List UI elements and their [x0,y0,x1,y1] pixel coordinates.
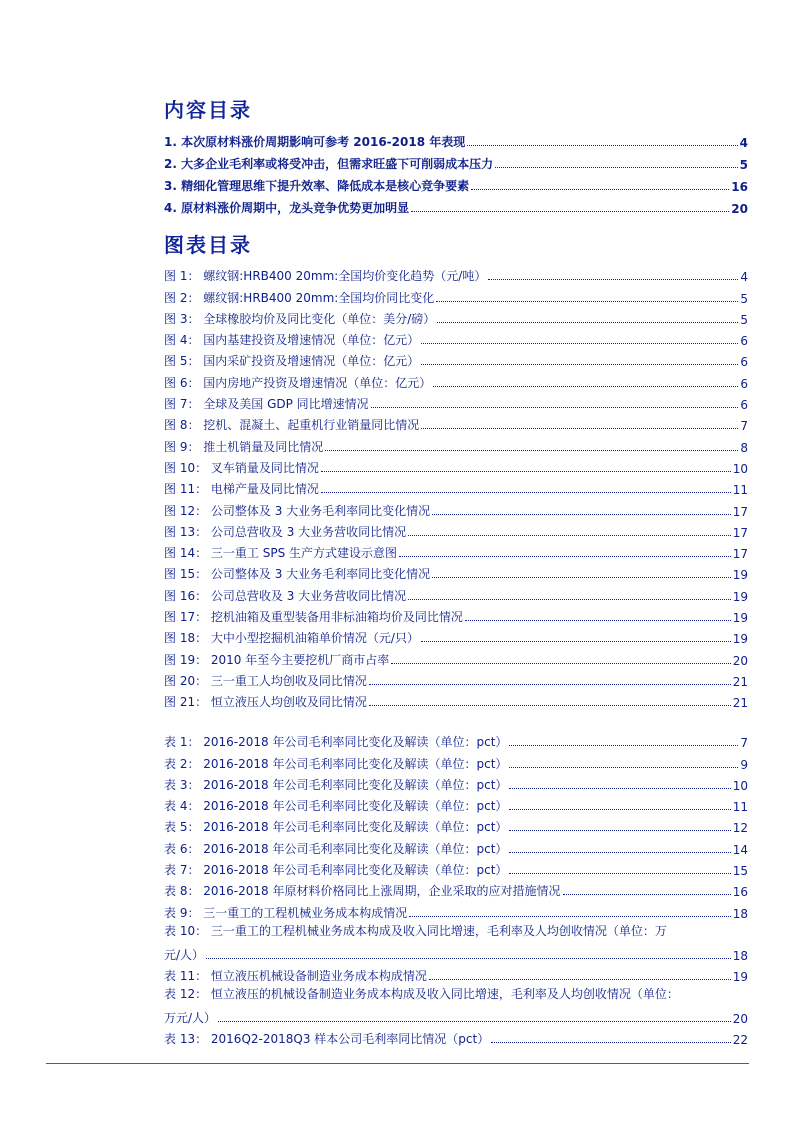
entry-title: 图 3： 全球橡胶均价及同比变化（单位：美分/磅） [164,311,436,326]
table-entry[interactable] [164,814,748,835]
dot-leader [509,852,730,853]
table-entry[interactable] [164,750,748,771]
figure-entry[interactable] [164,369,748,390]
entry-title: 图 17： 挖机油箱及重型装备用非标油箱均价及同比情况 [164,610,463,625]
page-number: 16 [731,180,748,194]
page-number: 19 [732,589,748,604]
page-number: 10 [732,778,748,793]
figure-entry[interactable] [164,625,748,646]
dot-leader [436,301,738,302]
table-entry[interactable] [164,899,748,920]
page-number: 6 [740,355,748,370]
tables-list [164,729,748,1047]
dot-leader [411,211,729,212]
entry-title: 图 4： 国内基建投资及增速情况（单位：亿元） [164,333,420,348]
page-number: 6 [740,334,748,349]
entry-title: 表 7： 2016-2018 年公司毛利率同比变化及解读（单位：pct） [164,863,508,878]
figure-entry[interactable] [164,433,748,454]
figure-entry[interactable] [164,497,748,518]
page-number: 5 [739,158,748,172]
page-number: 4 [740,270,748,285]
entry-title-line1: 表 12： 恒立液压的机械设备制造业务成本构成及收入同比增速，毛利率及人均创收情况（单位： [164,986,679,1001]
dot-leader [509,788,730,789]
page-number: 8 [740,440,748,455]
contents-entry[interactable] [164,150,748,172]
entry-title: 表 1： 2016-2018 年公司毛利率同比变化及解读（单位：pct） [164,735,508,750]
entry-title: 表 9： 三一重工的工程机械业务成本构成情况 [164,905,408,920]
figure-entry[interactable] [164,284,748,305]
entry-title: 图 12： 公司整体及 3 大业务毛利率同比变化情况 [164,503,431,518]
contents-entry[interactable] [164,128,748,150]
contents-list [164,128,748,216]
page-number: 4 [739,136,748,150]
figure-entry[interactable] [164,668,748,689]
page-number: 5 [740,291,748,306]
page-number: 11 [732,483,748,498]
entry-title: 图 7： 全球及美国 GDP 同比增速情况 [164,397,369,412]
contents-entry[interactable] [164,172,748,194]
table-entry[interactable] [164,963,748,984]
page-number: 11 [732,800,748,815]
dot-leader [509,873,730,874]
dot-leader [465,620,731,621]
entry-title: 1. 本次原材料涨价周期影响可参考 2016-2018 年表现 [164,135,466,149]
page-number: 19 [732,611,748,626]
figures-heading: 图表目录 [164,233,252,257]
dot-leader [432,577,731,578]
table-entry[interactable] [164,878,748,899]
entry-title: 图 20： 三一重工人均创收及同比情况 [164,673,367,688]
table-entry[interactable] [164,857,748,878]
entry-title: 表 6： 2016-2018 年公司毛利率同比变化及解读（单位：pct） [164,841,508,856]
dot-leader [495,167,738,168]
dot-leader [408,599,731,600]
figure-entry[interactable] [164,604,748,625]
figure-entry[interactable] [164,476,748,497]
figure-entry[interactable] [164,689,748,710]
figure-entry[interactable] [164,391,748,412]
page-number: 19 [732,632,748,647]
page-number: 6 [740,398,748,413]
dot-leader [471,189,729,190]
entry-title: 4. 原材料涨价周期中，龙头竞争优势更加明显 [164,201,410,215]
table-entry[interactable] [164,793,748,814]
dot-leader [509,745,738,746]
figure-entry[interactable] [164,306,748,327]
contents-entry[interactable] [164,194,748,216]
page-number: 20 [732,1011,748,1026]
dot-leader [509,767,738,768]
dot-leader [421,343,738,344]
dot-leader [437,322,738,323]
page-number: 17 [732,547,748,562]
page-number: 6 [740,376,748,391]
figure-entry[interactable] [164,561,748,582]
page-number: 5 [740,312,748,327]
page-number: 20 [732,653,748,668]
entry-title: 表 13： 2016Q2-2018Q3 样本公司毛利率同比情况（pct） [164,1032,490,1047]
entry-title: 图 19： 2010 年至今主要挖机厂商市占率 [164,652,390,667]
entry-title: 图 1： 螺纹钢:HRB400 20mm:全国均价变化趋势（元/吨） [164,269,487,284]
figure-entry[interactable] [164,348,748,369]
entry-title: 图 21： 恒立液压人均创收及同比情况 [164,695,367,710]
page-number: 14 [732,842,748,857]
page-number: 22 [732,1033,748,1048]
page-number: 12 [732,821,748,836]
figure-entry[interactable] [164,412,748,433]
figure-entry[interactable] [164,263,748,284]
dot-leader [391,663,730,664]
dot-leader [433,386,738,387]
page-number: 19 [732,969,748,984]
dot-leader [321,471,731,472]
dot-leader [421,428,738,429]
table-entry[interactable] [164,984,748,1026]
page-number: 18 [732,906,748,921]
page-number: 7 [740,736,748,751]
entry-title-line1: 表 10： 三一重工的工程机械业务成本构成及收入同比增速，毛利率及人均创收情况（单位：万 [164,923,667,938]
entry-title: 图 9： 推土机销量及同比情况 [164,439,324,454]
entry-title-line2 [164,1005,748,1026]
dot-leader [491,1042,731,1043]
dot-leader [421,641,731,642]
entry-title-continuation: 元/人） [164,947,205,962]
table-entry[interactable] [164,772,748,793]
dot-leader [488,279,738,280]
dot-leader [563,894,731,895]
entry-title: 图 5： 国内采矿投资及增速情况（单位：亿元） [164,354,420,369]
dot-leader [429,979,731,980]
dot-leader [371,407,739,408]
dot-leader [409,916,730,917]
entry-title: 图 18： 大中小型挖掘机油箱单价情况（元/只） [164,631,419,646]
entry-title: 图 10： 叉车销量及同比情况 [164,460,319,475]
figure-entry[interactable] [164,540,748,561]
dot-leader [509,830,730,831]
entry-title: 表 11： 恒立液压机械设备制造业务成本构成情况 [164,968,427,983]
figure-entry[interactable] [164,646,748,667]
dot-leader [369,684,731,685]
entry-title: 表 8： 2016-2018 年原材料价格同比上涨周期，企业采取的应对措施情况 [164,884,561,899]
page-number: 7 [740,419,748,434]
page-number: 15 [732,864,748,879]
figure-entry[interactable] [164,455,748,476]
table-entry[interactable] [164,1026,748,1047]
entry-title-line2 [164,942,748,963]
entry-title: 2. 大多企业毛利率或将受冲击，但需求旺盛下可削弱成本压力 [164,157,494,171]
dot-leader [399,556,731,557]
entry-title: 表 5： 2016-2018 年公司毛利率同比变化及解读（单位：pct） [164,820,508,835]
page-number: 9 [740,757,748,772]
entry-title: 表 4： 2016-2018 年公司毛利率同比变化及解读（单位：pct） [164,799,508,814]
entry-title: 图 2： 螺纹钢:HRB400 20mm:全国均价同比变化 [164,290,435,305]
dot-leader [325,450,738,451]
entry-title: 图 14： 三一重工 SPS 生产方式建设示意图 [164,546,397,561]
page-number: 21 [732,696,748,711]
table-entry[interactable] [164,835,748,856]
dot-leader [206,958,731,959]
dot-leader [509,809,730,810]
page-number: 10 [732,461,748,476]
figures-list [164,263,748,710]
entry-title: 图 13： 公司总营收及 3 大业务营收同比情况 [164,524,407,539]
entry-title: 表 3： 2016-2018 年公司毛利率同比变化及解读（单位：pct） [164,777,508,792]
dot-leader [432,514,731,515]
dot-leader [408,535,731,536]
entry-title-continuation: 万元/人） [164,1010,217,1025]
entry-title: 图 16： 公司总营收及 3 大业务营收同比情况 [164,588,407,603]
entry-title: 表 2： 2016-2018 年公司毛利率同比变化及解读（单位：pct） [164,756,508,771]
figure-entry[interactable] [164,582,748,603]
figure-entry[interactable] [164,519,748,540]
page-number: 19 [732,568,748,583]
page-number: 21 [732,674,748,689]
page-number: 17 [732,525,748,540]
entry-title: 图 6： 国内房地产投资及增速情况（单位：亿元） [164,375,432,390]
figure-entry[interactable] [164,327,748,348]
page-number: 16 [732,885,748,900]
page-number: 17 [732,504,748,519]
table-entry[interactable] [164,921,748,963]
dot-leader [467,145,737,146]
entry-title: 图 8： 挖机、混凝土、起重机行业销量同比情况 [164,418,420,433]
entry-title: 图 15： 公司整体及 3 大业务毛利率同比变化情况 [164,567,431,582]
dot-leader [421,364,738,365]
contents-heading: 内容目录 [164,98,252,122]
entry-title: 图 11： 电梯产量及同比情况 [164,482,319,497]
dot-leader [218,1021,731,1022]
page-number: 18 [732,948,748,963]
footer-divider [46,1063,749,1064]
page-number: 20 [731,202,748,216]
entry-title: 3. 精细化管理思维下提升效率、降低成本是核心竞争要素 [164,179,470,193]
dot-leader [369,705,731,706]
dot-leader [321,492,731,493]
table-entry[interactable] [164,729,748,750]
